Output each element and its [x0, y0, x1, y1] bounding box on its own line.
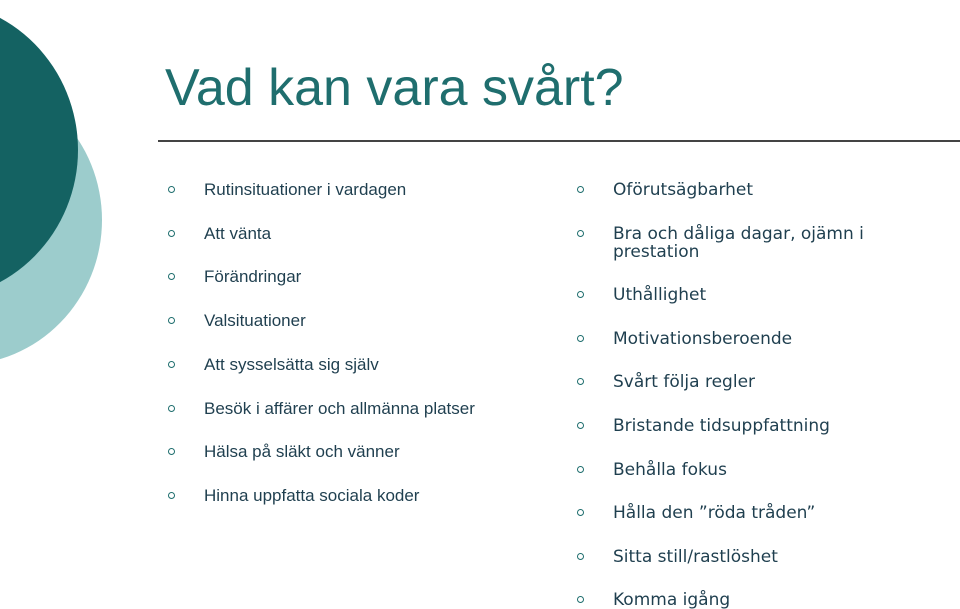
circle-bullet-icon	[168, 405, 175, 412]
list-item-text: Svårt följa regler	[613, 372, 756, 392]
list-item-text: Komma igång	[613, 590, 731, 609]
list-item-text: Rutinsituationer i vardagen	[204, 180, 407, 199]
list-item-text: Att sysselsätta sig själv	[204, 355, 379, 374]
circle-bullet-icon	[168, 273, 175, 280]
left-bullet-list	[168, 181, 568, 511]
list-item-text: Förändringar	[204, 267, 302, 286]
list-item-text: Oförutsägbarhet	[613, 180, 754, 200]
circle-bullet-icon	[168, 361, 175, 368]
circle-bullet-icon	[577, 230, 584, 237]
list-item-text: Hälsa på släkt och vänner	[204, 442, 400, 461]
list-item-text: Hinna uppfatta sociala koder	[204, 486, 420, 505]
list-item-text: Bristande tidsuppfattning	[613, 416, 830, 436]
right-bullet-list	[577, 181, 960, 609]
circle-bullet-icon	[577, 186, 584, 193]
circle-bullet-icon	[577, 466, 584, 473]
list-item-text: Motivationsberoende	[613, 329, 793, 349]
list-item-text: Valsituationer	[204, 311, 306, 330]
circle-bullet-icon	[168, 186, 175, 193]
circle-bullet-icon	[577, 291, 584, 298]
circle-bullet-icon	[168, 448, 175, 455]
circle-bullet-icon	[577, 378, 584, 385]
slide-title: Vad kan vara svårt?	[165, 59, 624, 117]
list-item-text: Uthållighet	[613, 285, 707, 305]
circle-bullet-icon	[577, 335, 584, 342]
circle-bullet-icon	[577, 553, 584, 560]
list-item-text: Besök i affärer och allmänna platser	[204, 399, 475, 418]
list-item-text: Att vänta	[204, 224, 272, 243]
circle-bullet-icon	[577, 422, 584, 429]
list-item-text: Sitta still/rastlöshet	[613, 547, 778, 567]
title-divider-line	[158, 140, 960, 142]
circle-bullet-icon	[168, 317, 175, 324]
circle-bullet-icon	[168, 492, 175, 499]
circle-bullet-icon	[577, 509, 584, 516]
circle-bullet-icon	[168, 230, 175, 237]
list-item-text: Bra och dåliga dagar, ojämn i prestation	[613, 224, 864, 262]
decorative-corner-shapes	[0, 0, 110, 370]
list-item-text: Hålla den ”röda tråden”	[613, 503, 816, 523]
circle-bullet-icon	[577, 596, 584, 603]
list-item-text: Behålla fokus	[613, 460, 727, 480]
